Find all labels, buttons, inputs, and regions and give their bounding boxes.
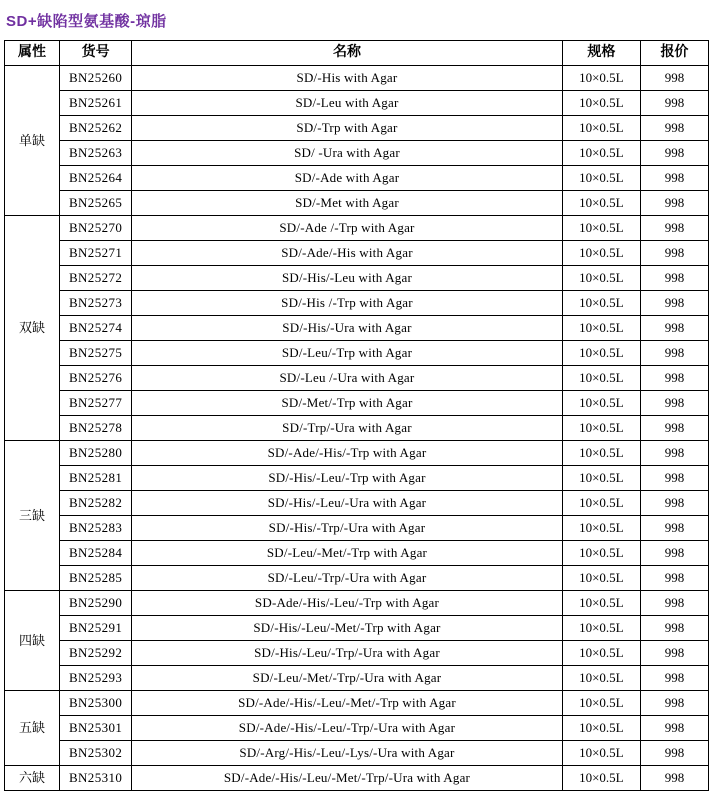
attribute-group-cell: 五缺 <box>5 691 60 766</box>
product-spec-cell: 10×0.5L <box>562 541 640 566</box>
product-code-cell: BN25270 <box>60 216 132 241</box>
product-price-cell: 998 <box>640 616 708 641</box>
product-code-cell: BN25281 <box>60 466 132 491</box>
product-price-cell: 998 <box>640 341 708 366</box>
product-name-cell: SD/‑Ade /‑Trp with Agar <box>132 216 563 241</box>
table-row <box>5 216 709 241</box>
product-code-cell: BN25271 <box>60 241 132 266</box>
product-price-cell: 998 <box>640 366 708 391</box>
product-code-cell: BN25282 <box>60 491 132 516</box>
column-header-price: 报价 <box>640 41 708 66</box>
attribute-group-cell: 单缺 <box>5 66 60 216</box>
table-row <box>5 116 709 141</box>
product-name-cell: SD/‑Leu/-Met/‑Trp/‑Ura with Agar <box>132 666 563 691</box>
product-name-cell: SD‑Ade/‑His/‑Leu/‑Trp with Agar <box>132 591 563 616</box>
product-price-cell: 998 <box>640 466 708 491</box>
product-spec-cell: 10×0.5L <box>562 216 640 241</box>
product-name-cell: SD/‑Met with Agar <box>132 191 563 216</box>
attribute-group-cell: 四缺 <box>5 591 60 691</box>
table-row <box>5 416 709 441</box>
table-row <box>5 716 709 741</box>
product-name-cell: SD/ ‑Ura with Agar <box>132 141 563 166</box>
product-name-cell: SD/‑His/‑Trp/‑Ura with Agar <box>132 516 563 541</box>
product-name-cell: SD/‑His /‑Trp with Agar <box>132 291 563 316</box>
product-name-cell: SD/‑Leu /‑Ura with Agar <box>132 366 563 391</box>
table-row <box>5 591 709 616</box>
product-spec-cell: 10×0.5L <box>562 166 640 191</box>
product-code-cell: BN25310 <box>60 766 132 791</box>
column-header-spec: 规格 <box>562 41 640 66</box>
product-spec-cell: 10×0.5L <box>562 566 640 591</box>
table-row <box>5 166 709 191</box>
product-name-cell: SD/‑His/‑Leu/‑Ura with Agar <box>132 491 563 516</box>
product-spec-cell: 10×0.5L <box>562 366 640 391</box>
product-code-cell: BN25277 <box>60 391 132 416</box>
product-name-cell: SD/-His/-Leu with Agar <box>132 266 563 291</box>
product-code-cell: BN25293 <box>60 666 132 691</box>
product-price-cell: 998 <box>640 191 708 216</box>
table-row <box>5 291 709 316</box>
product-price-cell: 998 <box>640 316 708 341</box>
product-price-cell: 998 <box>640 391 708 416</box>
attribute-group-cell: 三缺 <box>5 441 60 591</box>
product-name-cell: SD/‑His/‑Leu/‑Trp with Agar <box>132 466 563 491</box>
product-code-cell: BN25280 <box>60 441 132 466</box>
column-header-name: 名称 <box>132 41 563 66</box>
product-code-cell: BN25300 <box>60 691 132 716</box>
product-price-cell: 998 <box>640 516 708 541</box>
table-row <box>5 441 709 466</box>
column-header-attribute: 属性 <box>5 41 60 66</box>
product-name-cell: SD/‑Met/‑Trp with Agar <box>132 391 563 416</box>
product-name-cell: SD/-Ade/-His with Agar <box>132 241 563 266</box>
table-header-row <box>5 41 709 66</box>
product-price-cell: 998 <box>640 266 708 291</box>
product-price-cell: 998 <box>640 716 708 741</box>
product-spec-cell: 10×0.5L <box>562 291 640 316</box>
product-name-cell: SD/‑Ade with Agar <box>132 166 563 191</box>
product-code-cell: BN25285 <box>60 566 132 591</box>
product-name-cell: SD/‑Leu/‑Trp/‑Ura with Agar <box>132 566 563 591</box>
product-name-cell: SD/‑Ade/‑His/‑Leu/‑Met/-Trp with Agar <box>132 691 563 716</box>
product-name-cell: SD/‑Trp with Agar <box>132 116 563 141</box>
table-header <box>5 41 709 66</box>
product-name-cell: SD/‑Arg/‑His/‑Leu/‑Lys/‑Ura with Agar <box>132 741 563 766</box>
table-row <box>5 541 709 566</box>
product-name-cell: SD/-Trp/-Ura with Agar <box>132 416 563 441</box>
product-code-cell: BN25284 <box>60 541 132 566</box>
product-price-cell: 998 <box>640 91 708 116</box>
product-name-cell: SD/‑His/‑Leu/‑Trp/‑Ura with Agar <box>132 641 563 666</box>
product-code-cell: BN25261 <box>60 91 132 116</box>
product-name-cell: SD/‑Ade/‑His/‑Trp with Agar <box>132 441 563 466</box>
table-row <box>5 241 709 266</box>
table-row <box>5 616 709 641</box>
table-row <box>5 316 709 341</box>
product-code-cell: BN25260 <box>60 66 132 91</box>
product-code-cell: BN25302 <box>60 741 132 766</box>
product-spec-cell: 10×0.5L <box>562 91 640 116</box>
product-code-cell: BN25292 <box>60 641 132 666</box>
product-price-cell: 998 <box>640 741 708 766</box>
attribute-group-cell: 双缺 <box>5 216 60 441</box>
product-code-cell: BN25278 <box>60 416 132 441</box>
product-spec-cell: 10×0.5L <box>562 716 640 741</box>
product-price-cell: 998 <box>640 766 708 791</box>
product-price-table <box>4 40 709 791</box>
product-price-cell: 998 <box>640 291 708 316</box>
product-code-cell: BN25274 <box>60 316 132 341</box>
product-spec-cell: 10×0.5L <box>562 516 640 541</box>
product-name-cell: SD/‑His/‑Ura with Agar <box>132 316 563 341</box>
product-spec-cell: 10×0.5L <box>562 666 640 691</box>
table-row <box>5 666 709 691</box>
product-spec-cell: 10×0.5L <box>562 416 640 441</box>
product-spec-cell: 10×0.5L <box>562 691 640 716</box>
product-code-cell: BN25262 <box>60 116 132 141</box>
product-name-cell: SD/‑Leu/‑Trp with Agar <box>132 341 563 366</box>
product-code-cell: BN25290 <box>60 591 132 616</box>
product-spec-cell: 10×0.5L <box>562 591 640 616</box>
attribute-group-cell: 六缺 <box>5 766 60 791</box>
product-spec-cell: 10×0.5L <box>562 766 640 791</box>
product-spec-cell: 10×0.5L <box>562 741 640 766</box>
product-price-cell: 998 <box>640 66 708 91</box>
product-spec-cell: 10×0.5L <box>562 616 640 641</box>
product-price-cell: 998 <box>640 216 708 241</box>
table-row <box>5 766 709 791</box>
table-row <box>5 266 709 291</box>
product-spec-cell: 10×0.5L <box>562 316 640 341</box>
product-price-cell: 998 <box>640 641 708 666</box>
table-row <box>5 366 709 391</box>
product-spec-cell: 10×0.5L <box>562 391 640 416</box>
product-spec-cell: 10×0.5L <box>562 341 640 366</box>
product-name-cell: SD/‑Ade/‑His/‑Leu/‑Met/-Trp/-Ura with Agar <box>132 766 563 791</box>
product-price-cell: 998 <box>640 491 708 516</box>
product-spec-cell: 10×0.5L <box>562 641 640 666</box>
product-spec-cell: 10×0.5L <box>562 66 640 91</box>
product-code-cell: BN25301 <box>60 716 132 741</box>
product-code-cell: BN25276 <box>60 366 132 391</box>
product-spec-cell: 10×0.5L <box>562 141 640 166</box>
product-code-cell: BN25265 <box>60 191 132 216</box>
column-header-code: 货号 <box>60 41 132 66</box>
product-code-cell: BN25291 <box>60 616 132 641</box>
product-price-cell: 998 <box>640 241 708 266</box>
product-price-cell: 998 <box>640 541 708 566</box>
product-price-cell: 998 <box>640 141 708 166</box>
product-name-cell: SD/‑Leu with Agar <box>132 91 563 116</box>
product-price-cell: 998 <box>640 591 708 616</box>
product-spec-cell: 10×0.5L <box>562 266 640 291</box>
table-row <box>5 391 709 416</box>
product-name-cell: SD/‑His with Agar <box>132 66 563 91</box>
product-price-cell: 998 <box>640 416 708 441</box>
table-row <box>5 741 709 766</box>
product-name-cell: SD/‑Leu/‑Met/‑Trp with Agar <box>132 541 563 566</box>
table-row <box>5 91 709 116</box>
product-spec-cell: 10×0.5L <box>562 241 640 266</box>
product-code-cell: BN25272 <box>60 266 132 291</box>
product-name-cell: SD/‑His/‑Leu/‑Met/‑Trp with Agar <box>132 616 563 641</box>
table-row <box>5 491 709 516</box>
table-row <box>5 466 709 491</box>
product-price-cell: 998 <box>640 166 708 191</box>
product-price-cell: 998 <box>640 666 708 691</box>
table-row <box>5 191 709 216</box>
table-row <box>5 691 709 716</box>
product-code-cell: BN25273 <box>60 291 132 316</box>
product-code-cell: BN25263 <box>60 141 132 166</box>
product-spec-cell: 10×0.5L <box>562 116 640 141</box>
product-price-cell: 998 <box>640 566 708 591</box>
product-price-cell: 998 <box>640 116 708 141</box>
product-price-cell: 998 <box>640 691 708 716</box>
table-row <box>5 641 709 666</box>
product-spec-cell: 10×0.5L <box>562 441 640 466</box>
table-body <box>5 66 709 791</box>
table-row <box>5 341 709 366</box>
page-title: SD+缺陷型氨基酸-琼脂 <box>6 13 167 30</box>
product-code-cell: BN25264 <box>60 166 132 191</box>
product-code-cell: BN25275 <box>60 341 132 366</box>
table-row <box>5 516 709 541</box>
table-row <box>5 566 709 591</box>
product-spec-cell: 10×0.5L <box>562 191 640 216</box>
product-code-cell: BN25283 <box>60 516 132 541</box>
table-row <box>5 141 709 166</box>
table-row <box>5 66 709 91</box>
product-price-cell: 998 <box>640 441 708 466</box>
product-name-cell: SD/‑Ade/‑His/‑Leu/‑Trp/‑Ura with Agar <box>132 716 563 741</box>
product-spec-cell: 10×0.5L <box>562 466 640 491</box>
product-spec-cell: 10×0.5L <box>562 491 640 516</box>
